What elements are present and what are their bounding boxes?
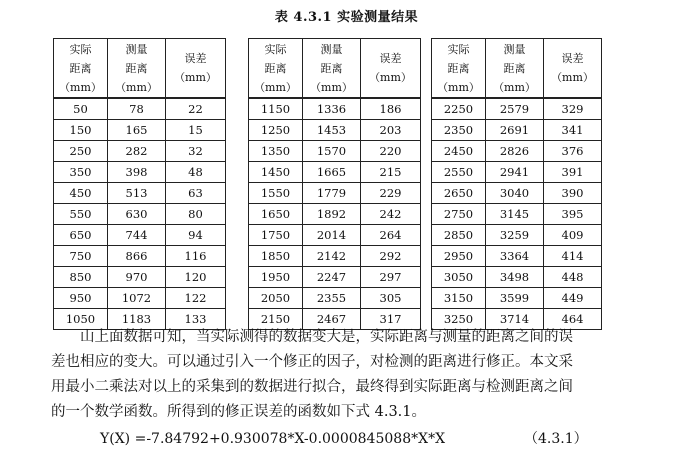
table-row	[249, 141, 421, 162]
measured-distance-cell: 2579	[486, 98, 544, 120]
actual-distance-cell: 350	[54, 162, 108, 183]
error-cell: 297	[361, 267, 421, 288]
table-row	[54, 267, 226, 288]
header-measured-line-2: 距离	[125, 61, 148, 75]
actual-distance-cell: 3150	[432, 288, 486, 309]
measured-distance-cell: 282	[108, 141, 166, 162]
actual-distance-cell: 1250	[249, 120, 303, 141]
error-cell: 376	[544, 141, 602, 162]
actual-distance-cell: 50	[54, 98, 108, 120]
actual-distance-cell: 2150	[249, 309, 303, 330]
error-cell: 63	[166, 183, 226, 204]
paragraph-line	[51, 325, 651, 350]
equation-formula: Y(X) =-7.84792+0.930078*X-0.0000845088*X*X	[100, 431, 446, 447]
table-caption: 表 4.3.1 实验测量结果	[274, 10, 419, 25]
paragraph-line: 用最小二乘法对以上的采集到的数据进行拟合，最终得到实际距离与检测距离之间	[51, 379, 573, 395]
table-row	[432, 204, 602, 225]
header-actual-line-2: 距离	[69, 61, 92, 75]
header-error-line-1: 误差	[561, 52, 584, 65]
actual-distance-cell: 450	[54, 183, 108, 204]
table-row	[249, 162, 421, 183]
error-cell: 464	[544, 309, 602, 330]
table-row	[54, 162, 226, 183]
table-block-1	[53, 38, 226, 330]
header-measured-line-1: 测量	[503, 42, 526, 56]
header-actual-distance	[54, 39, 108, 99]
error-cell: 414	[544, 246, 602, 267]
table-row	[54, 183, 226, 204]
actual-distance-cell: 2850	[432, 225, 486, 246]
error-cell: 264	[361, 225, 421, 246]
error-cell: 32	[166, 141, 226, 162]
measured-distance-cell: 2355	[303, 288, 361, 309]
error-cell: 220	[361, 141, 421, 162]
table-row	[432, 162, 602, 183]
measured-distance-cell: 3145	[486, 204, 544, 225]
measurement-tables	[53, 38, 669, 324]
actual-distance-cell: 2450	[432, 141, 486, 162]
table-row	[432, 225, 602, 246]
error-cell: 22	[166, 98, 226, 120]
paragraph-line-text: 山上面数据可知，当实际测得的数据变大是，实际距离与测量的距离之间的误	[80, 329, 573, 345]
header-error-line-1: 误差	[184, 52, 207, 65]
measured-distance-cell: 165	[108, 120, 166, 141]
actual-distance-cell: 550	[54, 204, 108, 225]
table-row	[54, 98, 226, 120]
header-error	[166, 39, 226, 99]
table-row	[54, 225, 226, 246]
table-row	[249, 183, 421, 204]
error-cell: 329	[544, 98, 602, 120]
actual-distance-cell: 2250	[432, 98, 486, 120]
equation	[100, 428, 660, 450]
error-cell: 449	[544, 288, 602, 309]
measured-distance-cell: 3498	[486, 267, 544, 288]
header-error	[361, 39, 421, 99]
measured-distance-cell: 1183	[108, 309, 166, 330]
header-actual-distance	[432, 39, 486, 99]
table-row	[54, 246, 226, 267]
error-cell: 116	[166, 246, 226, 267]
actual-distance-cell: 750	[54, 246, 108, 267]
header-actual-line-2: 距离	[447, 61, 470, 75]
actual-distance-cell: 1550	[249, 183, 303, 204]
table-row	[249, 267, 421, 288]
error-cell: 391	[544, 162, 602, 183]
table-row	[432, 98, 602, 120]
table-row	[54, 204, 226, 225]
paragraph-line: 的一个数学函数。所得到的修正误差的函数如下式 4.3.1。	[51, 404, 427, 420]
error-cell: 448	[544, 267, 602, 288]
measured-distance-cell: 744	[108, 225, 166, 246]
measured-distance-cell: 2247	[303, 267, 361, 288]
actual-distance-cell: 3050	[432, 267, 486, 288]
measured-distance-cell: 3714	[486, 309, 544, 330]
table-block-3	[431, 38, 602, 330]
table-row	[249, 98, 421, 120]
actual-distance-cell: 1850	[249, 246, 303, 267]
error-cell: 390	[544, 183, 602, 204]
error-cell: 395	[544, 204, 602, 225]
header-actual-line-1: 实际	[69, 42, 92, 56]
table-row	[249, 246, 421, 267]
error-cell: 229	[361, 183, 421, 204]
actual-distance-cell: 2650	[432, 183, 486, 204]
error-cell: 186	[361, 98, 421, 120]
measured-distance-cell: 866	[108, 246, 166, 267]
table-block-2	[248, 38, 421, 330]
header-error-line-1: 误差	[379, 52, 402, 65]
measured-distance-cell: 1665	[303, 162, 361, 183]
actual-distance-cell: 950	[54, 288, 108, 309]
actual-distance-cell: 150	[54, 120, 108, 141]
equation-number: （4.3.1）	[524, 431, 588, 447]
table-row	[432, 183, 602, 204]
error-cell: 203	[361, 120, 421, 141]
error-cell: 80	[166, 204, 226, 225]
measured-distance-cell: 1892	[303, 204, 361, 225]
actual-distance-cell: 1650	[249, 204, 303, 225]
actual-distance-cell: 2950	[432, 246, 486, 267]
measured-distance-cell: 3599	[486, 288, 544, 309]
error-cell: 317	[361, 309, 421, 330]
measured-distance-cell: 970	[108, 267, 166, 288]
actual-distance-cell: 2550	[432, 162, 486, 183]
measured-distance-cell: 2826	[486, 141, 544, 162]
header-error-line-2: （mm）	[174, 71, 217, 84]
measured-distance-cell: 513	[108, 183, 166, 204]
table-row	[432, 267, 602, 288]
measured-distance-cell: 2014	[303, 225, 361, 246]
header-error	[544, 39, 602, 99]
actual-distance-cell: 1350	[249, 141, 303, 162]
actual-distance-cell: 1750	[249, 225, 303, 246]
measured-distance-cell: 1779	[303, 183, 361, 204]
actual-distance-cell: 1450	[249, 162, 303, 183]
measured-distance-cell: 2142	[303, 246, 361, 267]
actual-distance-cell: 3250	[432, 309, 486, 330]
paragraph-line: 差也相应的变大。可以通过引入一个修正的因子，对检测的距离进行修正。本文采	[51, 354, 573, 370]
header-actual-line-1: 实际	[447, 42, 470, 56]
header-measured-distance	[486, 39, 544, 99]
error-cell: 48	[166, 162, 226, 183]
header-measured-line-3: （mm）	[115, 80, 158, 94]
error-cell: 341	[544, 120, 602, 141]
actual-distance-cell: 650	[54, 225, 108, 246]
measured-distance-cell: 3259	[486, 225, 544, 246]
header-measured-distance	[108, 39, 166, 99]
error-cell: 242	[361, 204, 421, 225]
error-cell: 122	[166, 288, 226, 309]
header-actual-line-3: （mm）	[254, 80, 297, 94]
actual-distance-cell: 1950	[249, 267, 303, 288]
measured-distance-cell: 2941	[486, 162, 544, 183]
error-cell: 305	[361, 288, 421, 309]
error-cell: 133	[166, 309, 226, 330]
header-actual-distance	[249, 39, 303, 99]
error-cell: 215	[361, 162, 421, 183]
table-row	[432, 288, 602, 309]
header-actual-line-1: 实际	[264, 42, 287, 56]
table-row	[432, 246, 602, 267]
measured-distance-cell: 2467	[303, 309, 361, 330]
table-row	[249, 204, 421, 225]
header-error-line-2: （mm）	[551, 71, 594, 84]
error-cell: 292	[361, 246, 421, 267]
header-actual-line-2: 距离	[264, 61, 287, 75]
header-measured-line-1: 测量	[320, 42, 343, 56]
measured-distance-cell: 630	[108, 204, 166, 225]
table-row	[249, 288, 421, 309]
body-paragraph	[51, 325, 651, 425]
table-row	[432, 141, 602, 162]
measured-distance-cell: 1570	[303, 141, 361, 162]
table-row	[249, 225, 421, 246]
header-measured-distance	[303, 39, 361, 99]
header-measured-line-2: 距离	[503, 61, 526, 75]
measured-distance-cell: 398	[108, 162, 166, 183]
header-measured-line-3: （mm）	[493, 80, 536, 94]
actual-distance-cell: 2050	[249, 288, 303, 309]
measured-distance-cell: 1336	[303, 98, 361, 120]
table-row	[54, 288, 226, 309]
header-measured-line-1: 测量	[125, 42, 148, 56]
header-actual-line-3: （mm）	[59, 80, 102, 94]
measured-distance-cell: 78	[108, 98, 166, 120]
header-actual-line-3: （mm）	[437, 80, 480, 94]
measured-distance-cell: 1453	[303, 120, 361, 141]
error-cell: 409	[544, 225, 602, 246]
actual-distance-cell: 250	[54, 141, 108, 162]
table-row	[432, 120, 602, 141]
measured-distance-cell: 1072	[108, 288, 166, 309]
header-measured-line-2: 距离	[320, 61, 343, 75]
measured-distance-cell: 3364	[486, 246, 544, 267]
error-cell: 15	[166, 120, 226, 141]
actual-distance-cell: 1150	[249, 98, 303, 120]
header-error-line-2: （mm）	[369, 71, 412, 84]
table-row	[249, 120, 421, 141]
table-row	[54, 141, 226, 162]
actual-distance-cell: 850	[54, 267, 108, 288]
error-cell: 94	[166, 225, 226, 246]
header-measured-line-3: （mm）	[310, 80, 353, 94]
error-cell: 120	[166, 267, 226, 288]
actual-distance-cell: 2750	[432, 204, 486, 225]
actual-distance-cell: 1050	[54, 309, 108, 330]
table-row	[54, 120, 226, 141]
actual-distance-cell: 2350	[432, 120, 486, 141]
measured-distance-cell: 2691	[486, 120, 544, 141]
measured-distance-cell: 3040	[486, 183, 544, 204]
